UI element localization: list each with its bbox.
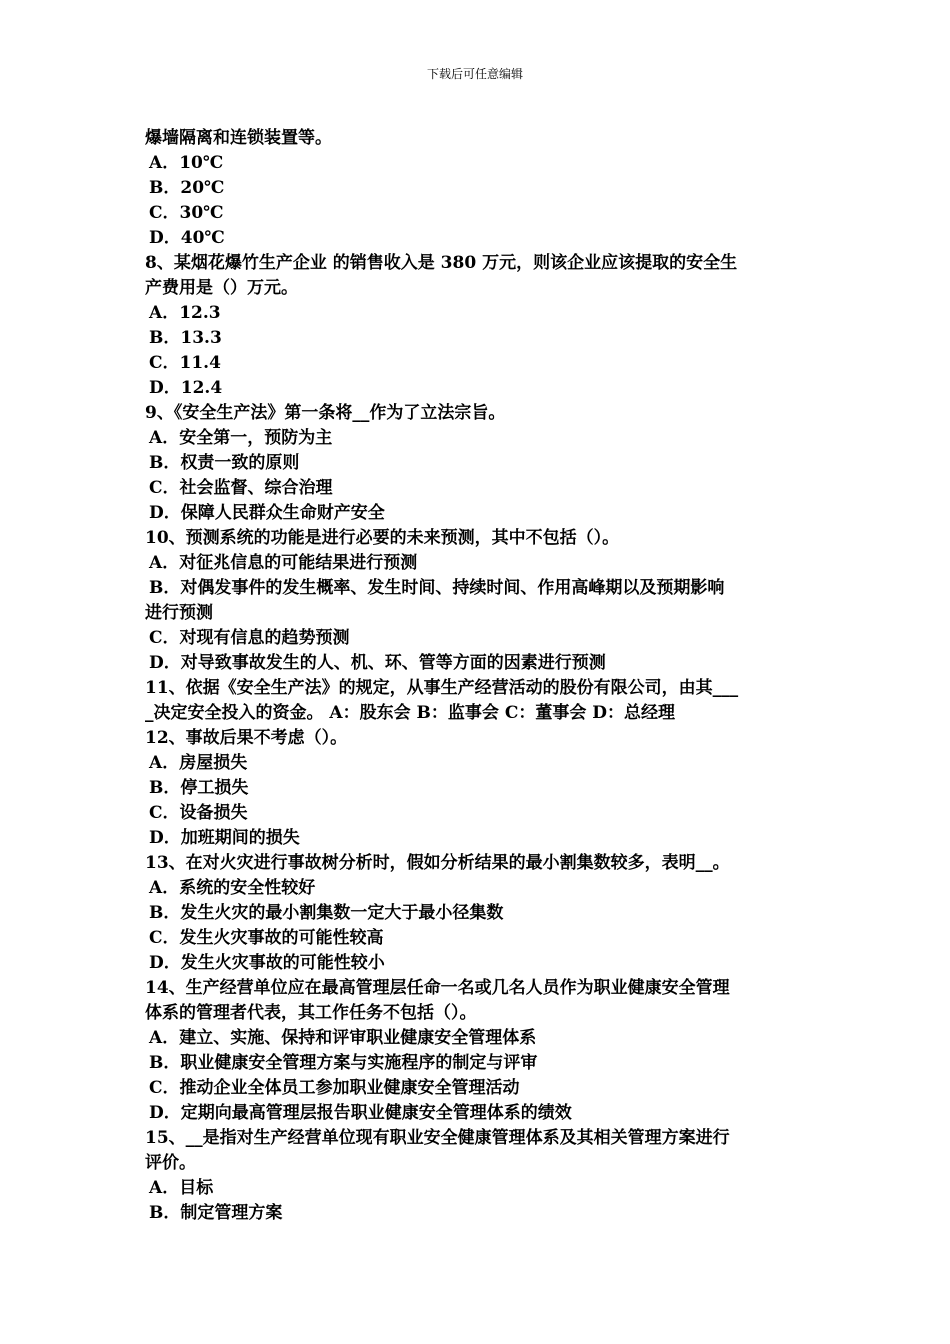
text-line: 爆墙隔离和连锁装置等。 xyxy=(145,128,332,148)
answer-option: A．安全第一，预防为主 xyxy=(149,428,333,448)
answer-option: B．20℃ xyxy=(149,178,225,198)
answer-option: C．社会监督、综合治理 xyxy=(149,478,333,498)
answer-option: C．30℃ xyxy=(149,203,224,223)
answer-option: B．制定管理方案 xyxy=(149,1203,283,1223)
text-line: 产费用是（）万元。 xyxy=(145,278,298,298)
answer-option: A．10℃ xyxy=(149,153,224,173)
answer-option: B．发生火灾的最小割集数一定大于最小径集数 xyxy=(149,903,504,923)
answer-option: A．目标 xyxy=(149,1178,214,1198)
answer-option: D．对导致事故发生的人、机、环、管等方面的因素进行预测 xyxy=(149,653,606,673)
answer-option: A．房屋损失 xyxy=(149,753,248,773)
answer-option: B．停工损失 xyxy=(149,778,249,798)
document-body xyxy=(145,126,810,1226)
answer-option: B．权责一致的原则 xyxy=(149,453,300,473)
answer-option: C．11.4 xyxy=(149,353,221,373)
answer-option: C．发生火灾事故的可能性较高 xyxy=(149,928,384,948)
answer-option: B．职业健康安全管理方案与实施程序的制定与评审 xyxy=(149,1053,538,1073)
question-text: 11、依据《安全生产法》的规定，从事生产经营活动的股份有限公司，由其___ xyxy=(145,678,739,698)
answer-option: D．加班期间的损失 xyxy=(149,828,300,848)
answer-option: D．发生火灾事故的可能性较小 xyxy=(149,953,385,973)
answer-option: A．对征兆信息的可能结果进行预测 xyxy=(149,553,418,573)
question-text: 12、事故后果不考虑（）。 xyxy=(145,728,348,748)
answer-option: B．对偶发事件的发生概率、发生时间、持续时间、作用高峰期以及预期影响 xyxy=(149,578,725,598)
answer-option: D．保障人民群众生命财产安全 xyxy=(149,503,385,523)
text-line: _决定安全投入的资金。 A：股东会 B：监事会 C：董事会 D：总经理 xyxy=(145,703,676,723)
text-line: 进行预测 xyxy=(145,603,213,623)
page-header: 下载后可任意编辑 xyxy=(426,67,523,81)
question-text: 13、在对火灾进行事故树分析时，假如分析结果的最小割集数较多，表明__。 xyxy=(145,853,730,873)
question-text: 14、生产经营单位应在最高管理层任命一名或几名人员作为职业健康安全管理 xyxy=(145,978,730,998)
answer-option: D．40℃ xyxy=(149,228,225,248)
question-text: 10、预测系统的功能是进行必要的未来预测，其中不包括（）。 xyxy=(145,528,620,548)
answer-option: C．推动企业全体员工参加职业健康安全管理活动 xyxy=(149,1078,520,1098)
answer-option: D．12.4 xyxy=(149,378,223,398)
answer-option: B．13.3 xyxy=(149,328,222,348)
answer-option: A．12.3 xyxy=(149,303,221,323)
answer-option: A．建立、实施、保持和评审职业健康安全管理体系 xyxy=(149,1028,537,1048)
text-line: 体系的管理者代表，其工作任务不包括（）。 xyxy=(145,1003,477,1023)
answer-option: C．设备损失 xyxy=(149,803,248,823)
answer-option: D．定期向最高管理层报告职业健康安全管理体系的绩效 xyxy=(149,1103,572,1123)
question-text: 8、某烟花爆竹生产企业 的销售收入是 380 万元，则该企业应该提取的安全生 xyxy=(145,253,738,273)
answer-option: C．对现有信息的趋势预测 xyxy=(149,628,350,648)
answer-option: A．系统的安全性较好 xyxy=(149,878,316,898)
text-line: 评价。 xyxy=(145,1153,196,1173)
question-text: 15、__是指对生产经营单位现有职业安全健康管理体系及其相关管理方案进行 xyxy=(145,1128,730,1148)
question-text: 9、《安全生产法》第一条将__作为了立法宗旨。 xyxy=(145,403,506,423)
